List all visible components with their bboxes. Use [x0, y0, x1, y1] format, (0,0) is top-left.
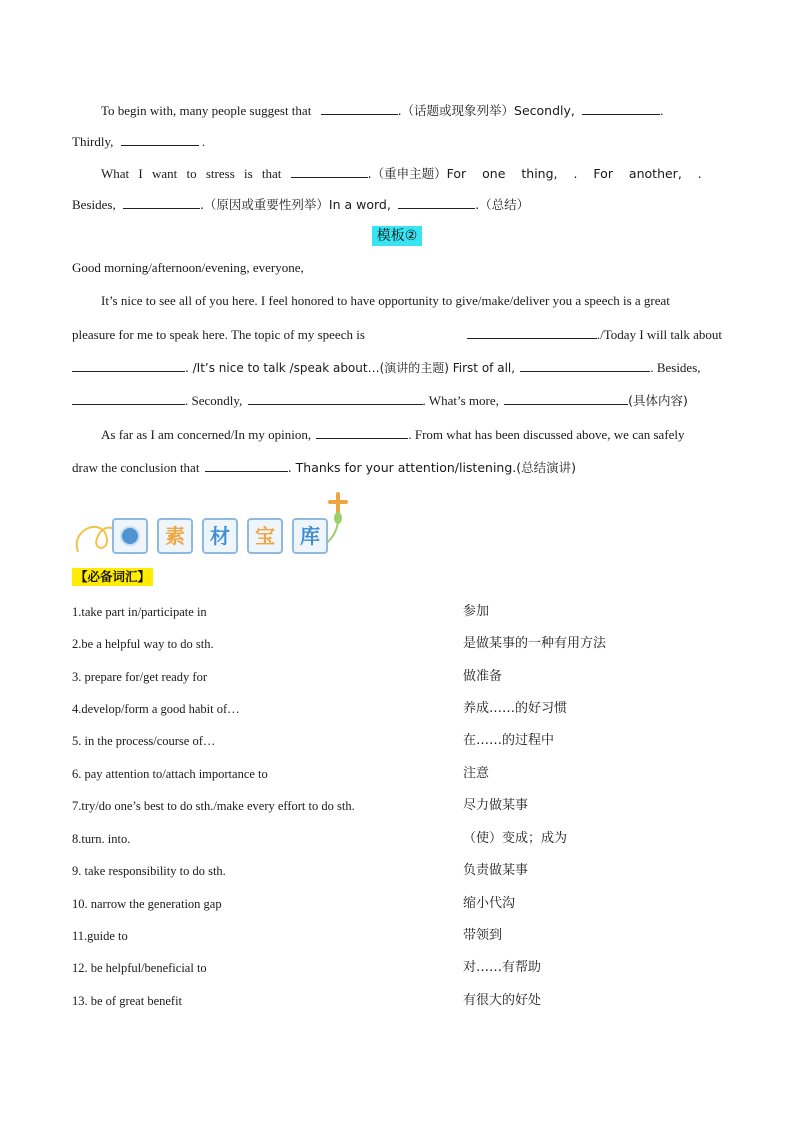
template2-line-2 — [72, 327, 722, 343]
text: What I want to stress is that — [101, 166, 282, 181]
vocab-row — [72, 959, 722, 977]
vocab-zh: 尽力做某事 — [463, 798, 529, 813]
template1-line-1 — [72, 103, 722, 119]
banner-tile-cai: 材 — [202, 518, 238, 554]
vocab-row — [72, 992, 722, 1010]
fill-blank — [520, 360, 650, 372]
banner-tile-globe — [112, 518, 148, 554]
text: pleasure for me to speak here. The topic of my speech is — [72, 327, 365, 342]
text: .（重申主题）For one thing, . For another, . — [367, 166, 702, 181]
vocab-row — [72, 830, 722, 848]
vocab-zh: 做准备 — [463, 669, 503, 684]
vocab-zh: 有很大的好处 — [463, 993, 542, 1008]
globe-icon — [120, 526, 140, 546]
template2-line-4 — [72, 393, 722, 409]
vocab-zh: 带领到 — [463, 928, 503, 943]
text: draw the conclusion that — [72, 460, 200, 475]
vocab-row — [72, 797, 722, 815]
fill-blank — [316, 427, 408, 439]
vocab-row — [72, 927, 722, 945]
vocab-zh: 注意 — [463, 766, 490, 781]
text: . — [201, 134, 206, 149]
text: . Thanks for your attention/listening.(总结演讲) — [287, 460, 576, 475]
text: . What’s more, — [422, 393, 499, 408]
vocab-zh: 对……有帮助 — [463, 960, 542, 975]
fill-blank — [248, 393, 423, 405]
vocab-en: 1.take part in/participate in — [72, 605, 207, 619]
text: .（话题或现象列举）Secondly, — [397, 103, 575, 118]
text: (具体内容) — [628, 393, 688, 408]
text: .（总结） — [475, 197, 530, 212]
fill-blank — [72, 393, 185, 405]
vocab-row — [72, 700, 722, 718]
text: ./Today I will talk about — [596, 327, 722, 342]
vocab-zh: 参加 — [463, 604, 490, 619]
text: . — [660, 103, 664, 118]
fill-blank — [72, 360, 185, 372]
vocab-row — [72, 668, 722, 686]
vocab-zh: 是做某事的一种有用方法 — [463, 636, 607, 651]
text: As far as I am concerned/In my opinion, — [101, 427, 312, 442]
vocab-zh: 缩小代沟 — [463, 896, 516, 911]
vocab-en: 3. prepare for/get ready for — [72, 670, 207, 684]
fill-blank — [121, 134, 199, 146]
fill-blank — [291, 166, 368, 178]
vocab-en: 10. narrow the generation gap — [72, 897, 222, 911]
vocab-en: 13. be of great benefit — [72, 994, 183, 1008]
vocab-row — [72, 732, 722, 750]
vocab-en: 5. in the process/course of… — [72, 734, 216, 748]
vocab-zh: 在……的过程中 — [463, 733, 555, 748]
template2-line-6 — [72, 460, 722, 476]
vocab-en: 9. take responsibility to do sth. — [72, 864, 226, 878]
template1-line-3 — [72, 166, 722, 182]
vocab-zh: 养成……的好习惯 — [463, 701, 568, 716]
vocab-zh: 负责做某事 — [463, 863, 529, 878]
text: .（原因或重要性列举）In a word, — [199, 197, 391, 212]
vocab-row — [72, 765, 722, 783]
text: Thirdly, — [72, 134, 114, 149]
vocab-zh: （使）变成；成为 — [463, 831, 568, 846]
text: Besides, — [72, 197, 116, 212]
fill-blank — [504, 393, 628, 405]
text: . /It’s nice to talk /speak about…(演讲的主题) First of all, — [185, 361, 516, 375]
template2-heading: 模板② — [372, 226, 422, 246]
banner-tile-su: 素 — [157, 518, 193, 554]
fill-blank — [398, 197, 475, 209]
vocab-row — [72, 635, 722, 653]
template1-line-2 — [72, 134, 722, 150]
vocab-en: 4.develop/form a good habit of… — [72, 702, 240, 716]
template2-line-3 — [72, 360, 722, 376]
vocab-section-label: 【必备词汇】 — [72, 568, 153, 586]
vocab-en: 11.guide to — [72, 929, 128, 943]
text: . Secondly, — [185, 393, 243, 408]
greeting: Good morning/afternoon/evening, everyone, — [72, 260, 304, 275]
fill-blank — [123, 197, 200, 209]
fill-blank — [321, 103, 398, 115]
vocab-row — [72, 603, 722, 621]
fill-blank — [205, 460, 288, 472]
template2-line-5 — [72, 427, 722, 443]
vocab-en: 8.turn. into. — [72, 832, 131, 846]
banner-tile-ku: 库 — [292, 518, 328, 554]
fill-blank — [582, 103, 660, 115]
text: To begin with, many people suggest that — [101, 103, 312, 118]
template1-line-4 — [72, 197, 722, 213]
vocab-en: 2.be a helpful way to do sth. — [72, 637, 214, 651]
template2-line-1: It’s nice to see all of you here. I feel honored to have opportunity to give/make/deliver you a speech is a great — [101, 293, 670, 308]
vocab-row — [72, 862, 722, 880]
fill-blank — [467, 327, 597, 339]
banner-tile-bao: 宝 — [247, 518, 283, 554]
vocab-en: 7.try/do one’s best to do sth./make every effort to do sth. — [72, 799, 355, 813]
vocab-en: 6. pay attention to/attach importance to — [72, 767, 268, 781]
vocab-row — [72, 895, 722, 913]
text: . Besides, — [650, 360, 701, 375]
vocab-en: 12. be helpful/beneficial to — [72, 961, 207, 975]
text: . From what has been discussed above, we can safely — [408, 427, 685, 442]
